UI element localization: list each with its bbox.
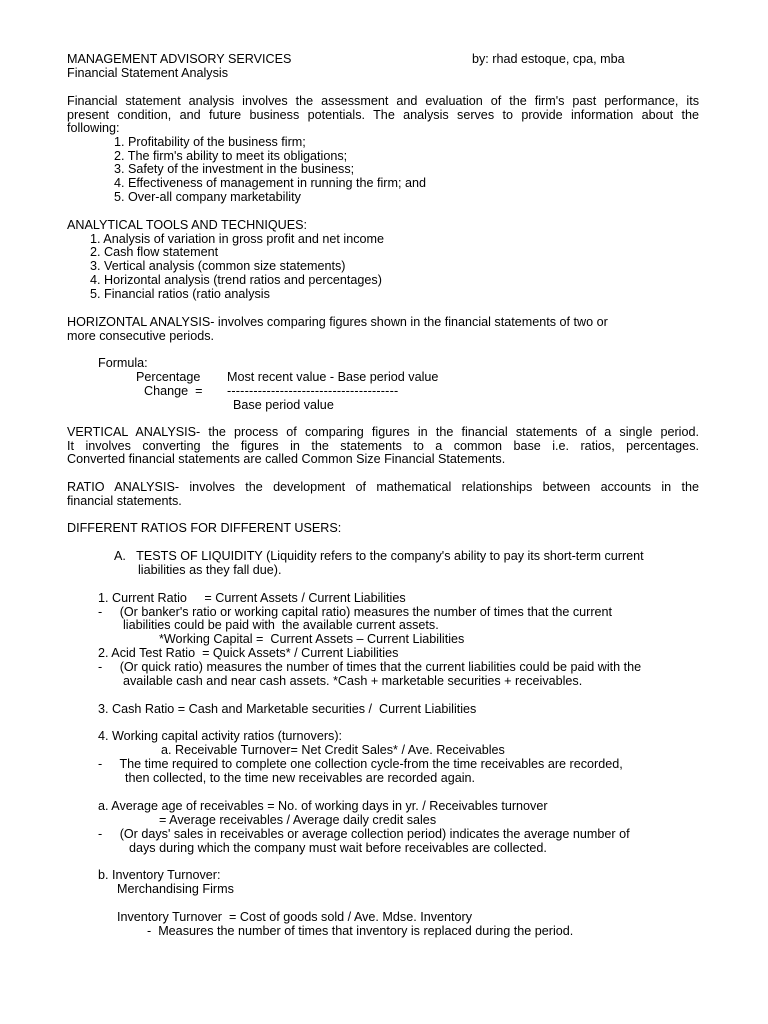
cash-ratio-formula: 3. Cash Ratio = Cash and Marketable securities / Current Liabilities	[98, 702, 477, 716]
list-item: 4. Effectiveness of management in running the firm; and	[114, 176, 426, 190]
list-item: 2. The firm's ability to meet its obligations;	[114, 149, 348, 163]
section-heading: ANALYTICAL TOOLS AND TECHNIQUES:	[67, 218, 308, 232]
inventory-turnover-desc: - Measures the number of times that inventory is replaced during the period.	[147, 924, 574, 938]
list-item: 2. Cash flow statement	[90, 245, 219, 259]
current-ratio-desc: liabilities could be paid with the available current assets.	[123, 618, 439, 632]
list-item: 3. Vertical analysis (common size statements)	[90, 259, 346, 273]
formula-change: Change =	[144, 384, 203, 398]
acid-test-formula: 2. Acid Test Ratio = Quick Assets* / Current Liabilities	[98, 646, 399, 660]
inventory-turnover-heading: b. Inventory Turnover:	[98, 868, 221, 882]
average-age-alt-formula: = Average receivables / Average daily credit sales	[159, 813, 437, 827]
acid-test-desc: - (Or quick ratio) measures the number of times that the current liabilities could be paid with the	[98, 660, 642, 674]
ratio-analysis-line: financial statements.	[67, 493, 182, 508]
section-heading: DIFFERENT RATIOS FOR DIFFERENT USERS:	[67, 521, 342, 535]
list-item: 1. Profitability of the business firm;	[114, 135, 306, 149]
receivable-turnover-desc: then collected, to the time new receivables are recorded again.	[125, 771, 476, 785]
acid-test-desc: available cash and near cash assets. *Cash + marketable securities + receivables.	[123, 674, 583, 688]
author-line: by: rhad estoque, cpa, mba	[472, 52, 625, 66]
intro-line: Financial statement analysis involves the assessment and evaluation of the firm's past performance, its	[67, 94, 699, 108]
average-age-formula: a. Average age of receivables = No. of working days in yr. / Receivables turnover	[98, 799, 548, 813]
horizontal-analysis-line: HORIZONTAL ANALYSIS- involves comparing figures shown in the financial statements of two or	[67, 315, 608, 329]
intro-line: following:	[67, 121, 120, 136]
receivable-turnover-formula: a. Receivable Turnover= Net Credit Sales* / Ave. Receivables	[161, 743, 505, 757]
average-age-desc: days during which the company must wait before receivables are collected.	[129, 841, 547, 855]
list-item: 4. Horizontal analysis (trend ratios and percentages)	[90, 273, 382, 287]
merchandising-firms-label: Merchandising Firms	[117, 882, 234, 896]
horizontal-analysis-line: more consecutive periods.	[67, 329, 214, 343]
formula-percentage: Percentage	[136, 370, 201, 384]
formula-divider: ---------------------------------------	[227, 384, 399, 398]
ratio-analysis-line: RATIO ANALYSIS- involves the development of mathematical relationships between accounts in the	[67, 480, 699, 494]
vertical-analysis-line: VERTICAL ANALYSIS- the process of comparing figures in the financial statements of a single period.	[67, 425, 699, 439]
liquidity-heading-cont: liabilities as they fall due).	[138, 563, 282, 577]
vertical-analysis-line: Converted financial statements are called Common Size Financial Statements.	[67, 452, 506, 467]
list-item: 5. Financial ratios (ratio analysis	[90, 287, 270, 301]
average-age-desc: - (Or days' sales in receivables or average collection period) indicates the average number of	[98, 827, 630, 841]
ratio-analysis-paragraph	[67, 481, 699, 508]
working-capital-heading: 4. Working capital activity ratios (turnovers):	[98, 729, 343, 743]
current-ratio-desc: - (Or banker's ratio or working capital ratio) measures the number of times that the current	[98, 605, 613, 619]
liquidity-heading: A. TESTS OF LIQUIDITY (Liquidity refers to the company's ability to pay its short-term current	[114, 549, 644, 563]
receivable-turnover-desc: - The time required to complete one collection cycle-from the time receivables are recorded,	[98, 757, 623, 771]
intro-line: present condition, and future business potentials. The analysis serves to provide information about the	[67, 107, 699, 122]
working-capital-note: *Working Capital = Current Assets – Current Liabilities	[159, 632, 465, 646]
intro-paragraph	[67, 95, 699, 136]
formula-denominator: Base period value	[233, 398, 334, 412]
course-title: MANAGEMENT ADVISORY SERVICES	[67, 52, 292, 66]
document-subtitle: Financial Statement Analysis	[67, 66, 229, 80]
list-item: 3. Safety of the investment in the business;	[114, 162, 355, 176]
list-item: 1. Analysis of variation in gross profit and net income	[90, 232, 385, 246]
vertical-analysis-line: It involves converting the figures in the statements to a common base i.e. ratios, percentages.	[67, 438, 699, 453]
formula-numerator: Most recent value - Base period value	[227, 370, 439, 384]
list-item: 5. Over-all company marketability	[114, 190, 301, 204]
inventory-turnover-formula: Inventory Turnover = Cost of goods sold / Ave. Mdse. Inventory	[117, 910, 473, 924]
formula-label: Formula:	[98, 356, 148, 370]
current-ratio-formula: 1. Current Ratio = Current Assets / Current Liabilities	[98, 591, 406, 605]
vertical-analysis-paragraph	[67, 426, 699, 467]
